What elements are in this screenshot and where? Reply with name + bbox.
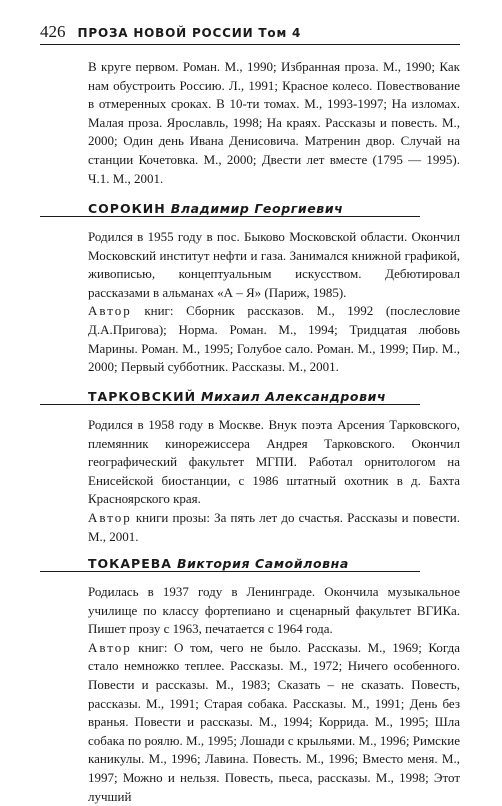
works-list: книг: Сборник рассказов. М., 1992 (послесловие Д.А.Пригова); Норма. Роман. М., 1994; Тридцатая любовь Марины. Роман. М., 1995; Голубое сало. Роман. М., 1999; Пир. М., 2000; Первый субботник. Рассказы. М., 2001. [88, 303, 460, 375]
author-surname: ТАРКОВСКИЙ [88, 389, 197, 404]
author-works [88, 509, 460, 546]
author-given-names: Михаил Александрович [201, 389, 387, 404]
author-surname: ТОКАРЕВА [88, 556, 172, 571]
author-bio: Родилась в 1937 году в Ленинграде. Окончила музыкальное училище по классу фортепиано и сценарный факультет ВГИКа. Пишет прозу с 1963, печатается с 1964 года. [88, 584, 460, 637]
entry-heading [88, 201, 460, 216]
entry-heading [88, 556, 460, 571]
author-given-names: Виктория Самойловна [176, 556, 349, 571]
works-label: Автор [88, 639, 132, 655]
author-bio: Родился в 1955 году в пос. Быково Московской области. Окончил Московский институт нефти и газа. Занимался книжной графикой, живописью, концептуальным искусством. Дебютировал рассказами в альманах «А – Я» (Париж, 1985). [88, 229, 460, 300]
works-list: книг: О том, чего не было. Рассказы. М., 1969; Когда стало немножко теплее. Рассказы. М., 1972; Ничего особенного. Повести и рассказы. М., 1983; Сказать – не сказать. Повесть, рассказы. М., 1991; Старая собака. Рассказы. М., 1991; День без вранья. Повести и рассказы. М., 1994; Коррида. М., 1995; Шла собака по роялю. М., 1995; Лошади с крыльями. М., 1996; Римские каникулы. М., 1996; Лавина. Повесть. М., 1996; Вместо меня. М., 1997; Можно и нельзя. Повесть, пьеса, рассказы. М., 1998; Этот лучший [88, 639, 460, 804]
entry-body [88, 228, 460, 377]
header-rule [40, 44, 460, 45]
works-label: Автор [88, 303, 132, 319]
entry-rule [40, 571, 420, 572]
entry-rule [40, 216, 420, 217]
entry-body [88, 416, 460, 546]
entry-heading [88, 389, 460, 404]
continuation-text [88, 58, 460, 188]
running-title: ПРОЗА НОВОЙ РОССИИ Том 4 [77, 26, 302, 40]
bibliography-continuation: В круге первом. Роман. М., 1990; Избранная проза. М., 1990; Как нам обустроить Россию. Л., 1991; Красное колесо. Повествование в отмеренных сроках. В 10-ти томах. М., 1993-1997; На изломах. Малая проза. Ярославль, 1998; На краях. Рассказы и повесть. М., 2000; Один день Ивана Денисовича. Матренин двор. Случай на станции Кочетовка. М., 2000; Двести лет вместе (1795 — 1995). Ч.1. М., 2001. [88, 59, 460, 186]
author-works [88, 302, 460, 376]
works-label: Автор [88, 509, 132, 525]
author-given-names: Владимир Георгиевич [170, 201, 344, 216]
running-header [40, 22, 460, 42]
entry-body [88, 583, 460, 806]
works-list: книги прозы: За пять лет до счастья. Рассказы и повести. М., 2001. [88, 509, 460, 544]
page-number: 426 [40, 22, 66, 41]
author-bio: Родился в 1958 году в Москве. Внук поэта Арсения Тарковского, племянник кинорежиссера Андрея Тарковского. Окончил географический факультет МГПИ. Работал орнитологом на Енисейской биостанции, с 1986 штатный охотник в д. Бахта Красноярского края. [88, 417, 460, 507]
author-works [88, 639, 460, 806]
author-surname: СОРОКИН [88, 201, 166, 216]
entry-rule [40, 404, 420, 405]
